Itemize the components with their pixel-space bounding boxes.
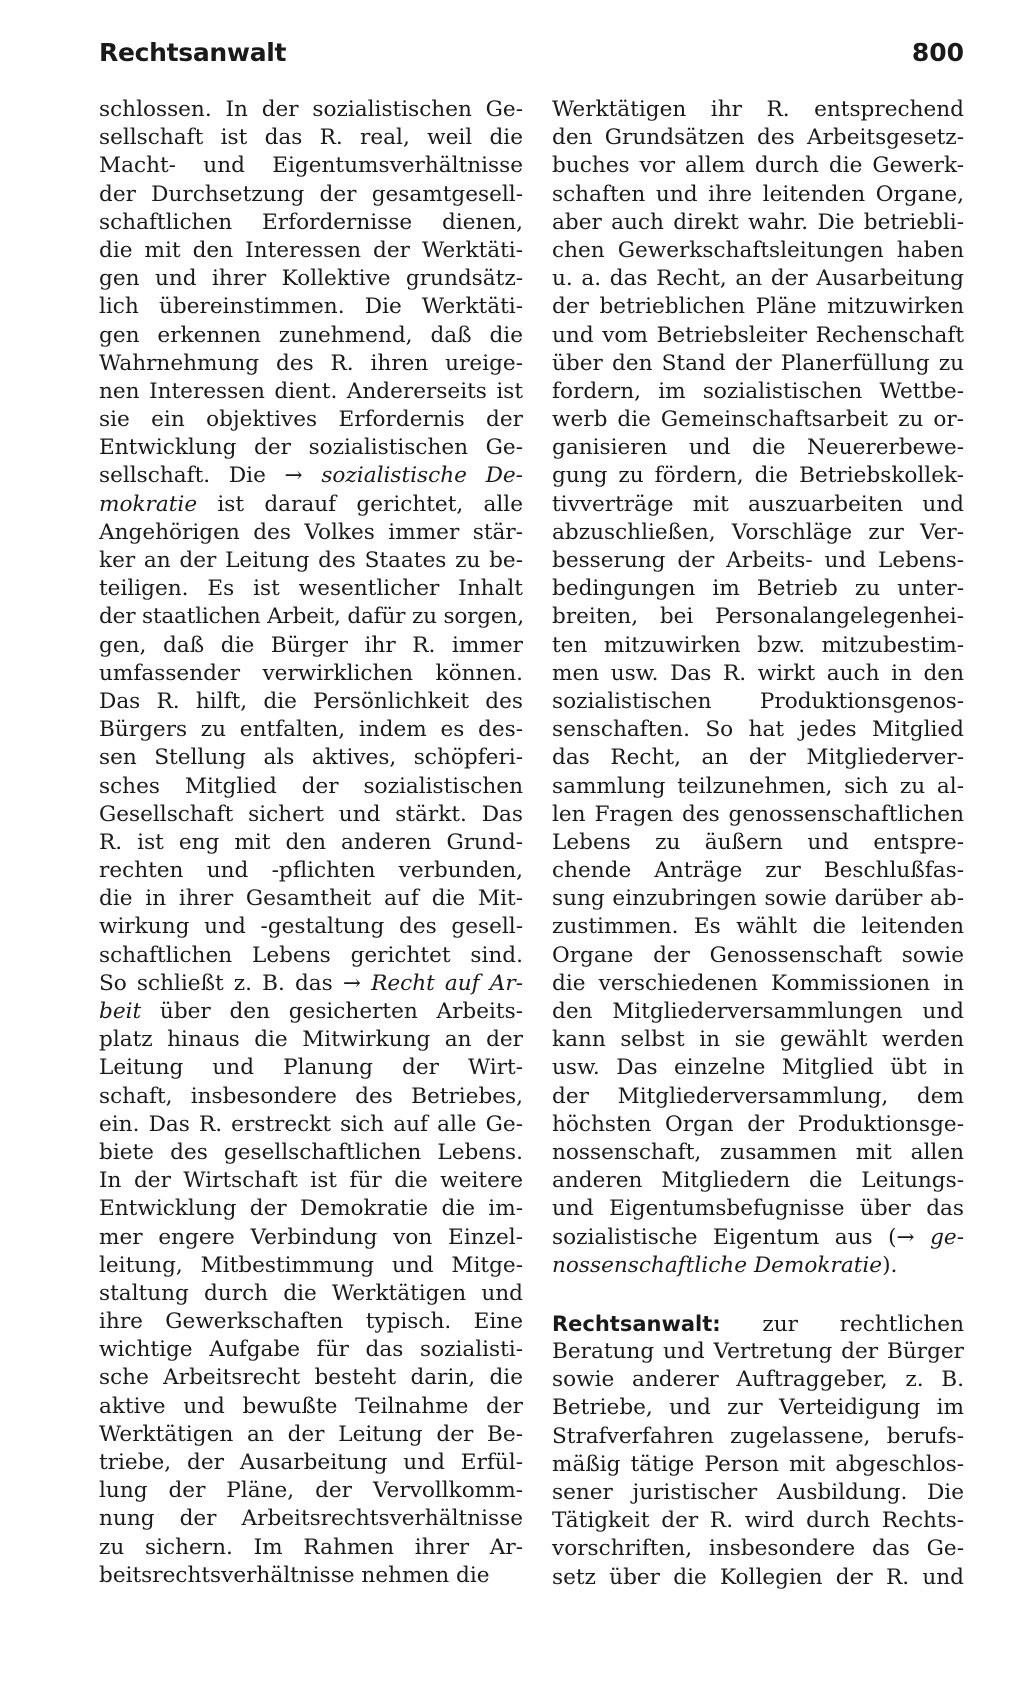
- left-line: Entwicklung der sozialistischen Ge-: [99, 435, 523, 461]
- right-line: das Recht, an der Mitgliederver-: [552, 745, 964, 771]
- left-line: ihre Gewerkschaften typisch. Eine: [99, 1309, 523, 1335]
- left-line: wichtige Aufgabe für das sozialisti-: [99, 1337, 523, 1363]
- left-line: die mit den Interessen der Werktäti-: [99, 237, 523, 263]
- page-header: [99, 38, 964, 78]
- text-run: ist darauf gerichtet, alle: [197, 491, 523, 517]
- entry-gap: [552, 1280, 964, 1310]
- entry-first-line: [552, 1310, 964, 1338]
- left-line: Werktätigen an der Leitung der Be-: [99, 1421, 523, 1447]
- left-line: staltung durch die Werktätigen und: [99, 1280, 523, 1306]
- right-line: senschaften. So hat jedes Mitglied: [552, 717, 964, 743]
- cross-reference[interactable]: sozialistische De-: [321, 463, 523, 489]
- left-line: gen erkennen zunehmend, daß die: [99, 322, 523, 348]
- right-line: abzuschließen, Vorschläge zur Ver-: [552, 519, 964, 545]
- left-line: beitsrechtsverhältnisse nehmen die: [99, 1562, 490, 1588]
- text-run: So schließt z. B. das →: [99, 970, 372, 996]
- right-line: Werktätigen ihr R. entsprechend: [552, 97, 964, 122]
- right-line: usw. Das einzelne Mitglied übt in: [552, 1055, 964, 1081]
- entry-line: Strafverfahren zugelassene, berufs-: [552, 1423, 964, 1449]
- left-line: sellschaft ist das R. real, weil die: [99, 125, 523, 151]
- left-line: In der Wirtschaft ist für die weitere: [99, 1168, 523, 1194]
- left-line: sie ein objektives Erfordernis der: [99, 407, 523, 433]
- left-line: nen Interessen dient. Andererseits ist: [99, 378, 523, 404]
- left-line: schaftlichen Lebens gerichtet sind.: [99, 942, 523, 968]
- dictionary-entry-rechtsanwalt: [552, 1310, 964, 1592]
- right-line: bedingungen im Betrieb zu unter-: [552, 576, 964, 602]
- left-line: schlossen. In der sozialistischen Ge-: [99, 97, 523, 122]
- left-line: der staatlichen Arbeit, dafür zu sorgen,: [99, 604, 524, 630]
- left-line: lich übereinstimmen. Die Werktäti-: [99, 294, 523, 320]
- running-head-keyword: Rechtsanwalt: [99, 38, 287, 67]
- right-line: werb die Gemeinschaftsarbeit zu or-: [552, 407, 964, 433]
- right-line: sung einzubringen sowie darüber ab-: [552, 886, 964, 912]
- left-line: zu sichern. Im Rahmen ihrer Ar-: [99, 1534, 523, 1560]
- entry-line: Tätigkeit der R. wird durch Rechts-: [552, 1508, 964, 1534]
- left-line: sches Mitglied der sozialistischen: [99, 773, 523, 799]
- entry-line: vorschriften, insbesondere das Ge-: [552, 1536, 964, 1562]
- right-line: und Eigentumsbefugnisse über das: [552, 1196, 964, 1222]
- right-line: sozialistischen Produktionsgenos-: [552, 688, 964, 714]
- entry-headword: Rechtsanwalt:: [552, 1311, 721, 1336]
- right-line: nossenschaft, zusammen mit allen: [552, 1139, 964, 1165]
- left-line: Macht- und Eigentumsverhältnisse: [99, 153, 523, 179]
- right-line: und vom Betriebsleiter Rechenschaft: [552, 322, 964, 348]
- left-line: Bürgers zu entfalten, indem es des-: [99, 717, 523, 743]
- left-line: [99, 998, 523, 1026]
- left-line: nung der Arbeitsrechtsverhältnisse: [99, 1506, 523, 1532]
- right-text-column: [552, 96, 964, 1592]
- left-line: Entwicklung der Demokratie die im-: [99, 1196, 523, 1222]
- right-line: buches vor allem durch die Gewerk-: [552, 153, 964, 179]
- left-line: Das R. hilft, die Persönlichkeit des: [99, 688, 523, 714]
- left-line: Angehörigen des Volkes immer stär-: [99, 519, 523, 545]
- entry-line: sowie anderer Auftraggeber, z. B.: [552, 1367, 964, 1393]
- left-line: mer engere Verbindung von Einzel-: [99, 1224, 523, 1250]
- left-line: teiligen. Es ist wesentlicher Inhalt: [99, 576, 523, 602]
- right-line: besserung der Arbeits- und Lebens-: [552, 548, 964, 573]
- left-line: gen und ihrer Kollektive grundsätz-: [99, 266, 523, 292]
- cross-reference[interactable]: Recht auf Ar-: [371, 970, 523, 996]
- right-line: gung zu fördern, die Betriebskollek-: [552, 463, 964, 489]
- left-line: [99, 462, 523, 490]
- entry-line: mäßig tätige Person mit abgeschlos-: [552, 1451, 964, 1477]
- right-line: chende Anträge zur Beschlußfas-: [552, 858, 964, 884]
- right-line: zustimmen. Es wählt die leitenden: [552, 914, 964, 940]
- right-line: chen Gewerkschaftsleitungen haben: [552, 237, 964, 263]
- left-line: lung der Pläne, der Vervollkomm-: [99, 1478, 523, 1504]
- left-line: Wahrnehmung des R. ihren ureige-: [99, 350, 523, 376]
- left-line: R. ist eng mit den anderen Grund-: [99, 829, 523, 855]
- entry-line: Betriebe, und zur Verteidigung im: [552, 1395, 964, 1421]
- right-line: tivverträge mit auszuarbeiten und: [552, 491, 964, 517]
- right-line: Organe der Genossenschaft sowie: [552, 942, 964, 968]
- right-line: der betrieblichen Pläne mitzuwirken: [552, 294, 964, 320]
- right-line: höchsten Organ der Produktionsge-: [552, 1111, 964, 1137]
- left-line: die in ihrer Gesamtheit auf die Mit-: [99, 886, 523, 912]
- right-line: breiten, bei Personalangelegenhei-: [552, 604, 964, 630]
- left-line: aktive und bewußte Teilnahme der: [99, 1393, 523, 1419]
- left-line: schaftlichen Erfordernisse dienen,: [99, 209, 523, 235]
- left-text-column: [99, 96, 523, 1590]
- text-run: ).: [882, 1252, 898, 1278]
- right-line: die verschiedenen Kommissionen in: [552, 970, 964, 996]
- left-line: sche Arbeitsrecht besteht darin, die: [99, 1365, 523, 1391]
- right-line: den Grundsätzen des Arbeitsgesetz-: [552, 125, 964, 151]
- page-number: 800: [911, 38, 964, 67]
- right-line: ten mitzuwirken bzw. mitzubestim-: [552, 632, 964, 658]
- left-line: biete des gesellschaftlichen Lebens.: [99, 1139, 523, 1165]
- right-line: schaften und ihre leitenden Organe,: [552, 181, 964, 207]
- right-line: aber auch direkt wahr. Die betriebli-: [552, 209, 964, 235]
- left-line: triebe, der Ausarbeitung und Erfül-: [99, 1450, 523, 1475]
- right-line: [552, 1252, 964, 1280]
- right-line: Lebens zu äußern und entspre-: [552, 829, 964, 855]
- right-line: [552, 1224, 964, 1252]
- entry-line: Beratung und Vertretung der Bürger: [552, 1339, 964, 1365]
- entry-definition-start: zur rechtlichen: [720, 1311, 964, 1337]
- left-line: wirkung und -gestaltung des gesell-: [99, 914, 523, 940]
- left-line: ein. Das R. erstreckt sich auf alle Ge-: [99, 1111, 523, 1137]
- right-line: kann selbst in sie gewählt werden: [552, 1027, 964, 1053]
- left-line: sen Stellung als aktives, schöpferi-: [99, 745, 523, 771]
- left-line: platz hinaus die Mitwirkung an der: [99, 1027, 523, 1053]
- left-line: [99, 491, 523, 519]
- right-line: u. a. das Recht, an der Ausarbeitung: [552, 266, 964, 292]
- left-line: schaft, insbesondere des Betriebes,: [99, 1083, 523, 1109]
- right-column-continuation: [552, 96, 964, 1280]
- text-run: sozialistische Eigentum aus (→: [552, 1224, 931, 1250]
- left-line: rechten und -pflichten verbunden,: [99, 858, 523, 884]
- right-line: über den Stand der Planerfüllung zu: [552, 350, 964, 376]
- left-line: ker an der Leitung des Staates zu be-: [99, 548, 523, 573]
- right-line: fordern, im sozialistischen Wettbe-: [552, 378, 964, 404]
- right-line: len Fragen des genossenschaftlichen: [552, 801, 964, 827]
- left-line: [99, 970, 523, 998]
- cross-reference[interactable]: beit: [99, 999, 142, 1024]
- left-line: Gesellschaft sichert und stärkt. Das: [99, 801, 523, 827]
- cross-reference[interactable]: ge-: [930, 1224, 964, 1250]
- left-line: Leitung und Planung der Wirt-: [99, 1055, 523, 1081]
- left-line: umfassender verwirklichen können.: [99, 660, 523, 686]
- right-line: den Mitgliederversammlungen und: [552, 999, 964, 1024]
- text-run: über den gesicherten Arbeits-: [141, 999, 523, 1024]
- entry-definition-lines: [552, 1338, 964, 1592]
- cross-reference[interactable]: mokratie: [99, 491, 198, 517]
- entry-line: setz über die Kollegien der R. und: [552, 1564, 964, 1590]
- text-run: sellschaft. Die →: [99, 463, 322, 489]
- right-line: ganisieren und die Neuererbewe-: [552, 435, 964, 461]
- right-line: men usw. Das R. wirkt auch in den: [552, 660, 964, 686]
- cross-reference[interactable]: nossenschaftliche Demokratie: [552, 1252, 883, 1278]
- left-line: leitung, Mitbestimmung und Mitge-: [99, 1252, 523, 1278]
- left-line: der Durchsetzung der gesamtgesell-: [99, 181, 523, 207]
- left-line: gen, daß die Bürger ihr R. immer: [99, 632, 523, 658]
- right-line: der Mitgliederversammlung, dem: [552, 1083, 964, 1109]
- right-line: sammlung teilzunehmen, sich zu al-: [552, 773, 964, 799]
- entry-line: sener juristischer Ausbildung. Die: [552, 1480, 964, 1505]
- right-line: anderen Mitgliedern die Leitungs-: [552, 1168, 964, 1194]
